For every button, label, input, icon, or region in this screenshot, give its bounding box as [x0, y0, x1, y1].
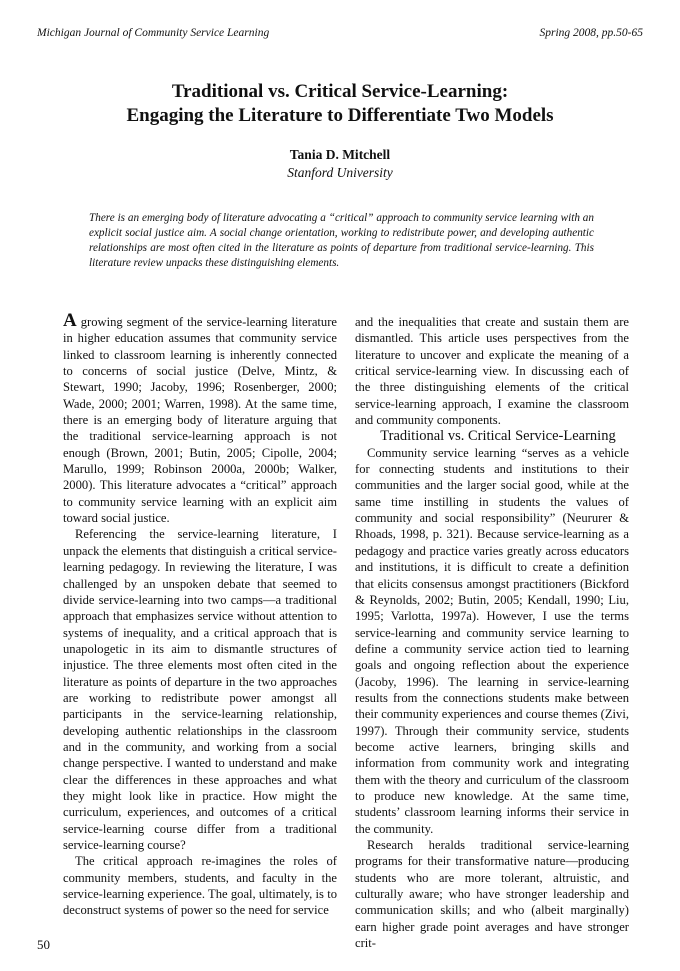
journal-name: Michigan Journal of Community Service Learning [37, 27, 270, 39]
paragraph-3-continued: and the inequalities that create and sustain them are dismantled. This article uses perspectives from the literature to uncover and explicate the meaning of a critical service-learning view. In discussing each of the three distinguishing elements of the critical service-learning approach, I examine the classroom and community components. [355, 315, 629, 428]
paragraph-3 [63, 853, 337, 918]
issue-info: Spring 2008, pp.50-65 [539, 27, 643, 39]
abstract: There is an emerging body of literature advocating a “critical” approach to community service learning with an explicit social justice aim. A social change orientation, working to redistribute power, and developing authentic relationships are most often cited in the literature as points of departure from traditional service-learning. This literature review unpacks these distinguishing elements. [89, 212, 594, 269]
section-heading: Traditional vs. Critical Service-Learning [380, 428, 616, 445]
left-column [63, 310, 337, 919]
paragraph-1-text: growing segment of the service-learning literature in higher education assumes that community service linked to classroom learning is inherently connected to concerns of social justice (Delve, Mintz, & Stewart, 1990; Jacoby, 1996; Rosenberger, 2000; Wade, 2000; 2001; Warren, 1998). At the same time, there is an emerging body of literature arguing that the traditional service-learning approach is not enough (Brown, 2001; Butin, 2005; Cipolle, 2004; Marullo, 1999; Robinson 2000a, 2000b; Walker, 2000). This literature advocates a “critical” approach to community service learning with an explicit aim toward social justice. [63, 315, 337, 526]
article-title [0, 80, 680, 128]
paragraph-5: Research heralds traditional service-learning programs for their transformative nature—producing students who are more tolerant, altruistic, and culturally aware; who have stronger leadership and communication skills; and who (albeit marginally) earn higher grade point averages and have stronger crit- [355, 838, 629, 951]
right-column [355, 314, 629, 951]
page-number: 50 [37, 937, 50, 952]
paragraph-1 [63, 310, 337, 526]
paragraph-2: Referencing the service-learning literature, I unpack the elements that distinguish a critical service-learning pedagogy. In reviewing the literature, I was challenged by an unspoken debate that seemed to divide service-learning into two camps—a traditional approach that emphasizes service without attention to systems of inequality, and a critical approach that is unapologetic in its aim to dismantle structures of injustice. The three elements most often cited in the literature as points of departure in the two approaches are working to redistribute power amongst all participants in the service-learning relationship, developing authentic relationships in the classroom and in the community, and working from a social change perspective. I wanted to understand and make clear the differences in these approaches and what they might look like in practice. How might the curriculum, experiences, and outcomes of a critical service-learning course differ from a traditional service-learning course? [63, 527, 337, 852]
author-name: Tania D. Mitchell [289, 147, 391, 162]
author-block [0, 146, 680, 182]
title-line-2: Engaging the Literature to Differentiate Two Models [126, 105, 554, 126]
author-affiliation: Stanford University [287, 165, 393, 180]
title-line-1: Traditional vs. Critical Service-Learning: [171, 81, 509, 102]
paragraph-3-text: The critical approach re-imagines the roles of community members, students, and faculty in the service-learning experience. The goal, ultimately, is to deconstruct systems of power so the need for service [63, 854, 337, 918]
paragraph-4: Community service learning “serves as a vehicle for connecting students and institutions to their communities and the larger social good, while at the same time instilling in students the values of community and social responsibility” (Neururer & Rhoads, 1998, p. 321). Because service-learning as a pedagogy and practice varies greatly across educators and institutions, it is difficult to create a definition that elicits consensus amongst practitioners (Bickford & Reynolds, 2002; Butin, 2005; Kendall, 1990; Liu, 1995; Varlotta, 1997a). However, I use the terms service-learning and community service learning to define a community service action tied to learning goals and ongoing reflection about the experience (Jacoby, 1996). The learning in service-learning results from the connections students make between their community experiences and course themes (Zivi, 1997). Through their community service, students become active learners, bringing skills and information from community work and integrating them with the theory and curriculum of the classroom to produce new knowledge. At the same time, students’ classroom learning informs their service in the community. [355, 445, 629, 836]
running-head [37, 27, 643, 39]
drop-cap: A [63, 310, 77, 331]
